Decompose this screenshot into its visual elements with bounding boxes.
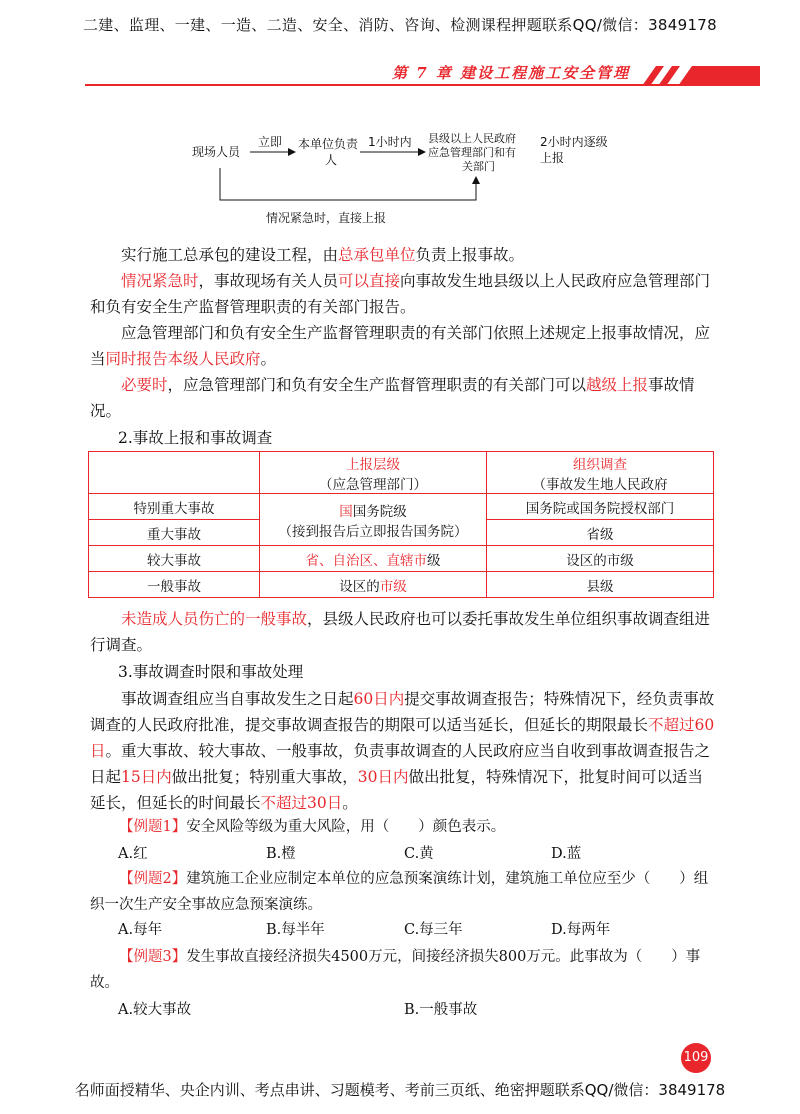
- example-2-question: 【例题2】建筑施工企业应制定本单位的应急预案演练计划，建筑施工单位应至少（ ）组织一次生产安全事故应急预案演练。: [90, 871, 709, 913]
- accident-level-table: [88, 451, 714, 598]
- top-banner: 二建、监理、一建、一造、二造、安全、消防、咨询、检测课程押题联系QQ/微信：3849178: [83, 16, 717, 34]
- table-header-blank: [89, 452, 260, 494]
- paragraph-general-contractor: 实行施工总承包的建设工程，由总承包单位负责上报事故。: [121, 246, 525, 264]
- header-stripes: [642, 66, 762, 86]
- section-heading-2: 2.事故上报和事故调查: [118, 429, 273, 447]
- table-header-investigation: 组织调查 （事故发生地人民政府: [487, 452, 714, 494]
- table-row-type: 一般事故: [89, 572, 260, 598]
- table-cell-report-national: 国国务院级 （接到报告后立即报告国务院）: [260, 494, 487, 546]
- table-cell-report-province: 省、自治区、直辖市级: [260, 546, 487, 572]
- example-1-option-d: D.蓝: [551, 846, 582, 862]
- paragraph-report-deadline: 事故调查组应当自事故发生之日起60日内提交事故调查报告；特殊情况下，经负责事故调查的人民政府批准，提交事故调查报告的期限可以适当延长，但延长的期限最长不超过60日。: [90, 690, 715, 760]
- paragraph-approval-deadline: 重大事故、较大事故、一般事故，负责事故调查的人民政府应当自收到事故调查报告之日起15日内做出批复；特别重大事故，30日内做出批复，特殊情况下，批复时间可以适当延长，但延长的时间最长不超过30日。: [90, 742, 711, 812]
- flow-label-1hour: 1小时内: [368, 135, 412, 149]
- paragraph-general-accident: 未造成人员伤亡的一般事故，县级人民政府也可以委托事故发生单位组织事故调查组进行调查。: [90, 610, 711, 654]
- table-row-type: 较大事故: [89, 546, 260, 572]
- bottom-banner: 名师面授精华、央企内训、考点串讲、习题模考、考前三页纸、绝密押题联系QQ/微信：3849178: [74, 1081, 726, 1099]
- paragraph-escalate: 必要时，应急管理部门和负有安全生产监督管理职责的有关部门可以越级上报事故情况。: [90, 376, 695, 420]
- report-flow-diagram: [180, 128, 640, 228]
- table-header-report: 上报层级 （应急管理部门）: [260, 452, 487, 494]
- table-row-type: 重大事故: [89, 520, 260, 546]
- table-cell-report-city: 设区的市级: [260, 572, 487, 598]
- example-3-question: 【例题3】发生事故直接经济损失4500万元，间接经济损失800万元。此事故为（ ）事故。: [90, 949, 701, 991]
- flow-label-immediately: 立即: [258, 135, 283, 149]
- section-heading-3: 3.事故调查时限和事故处理: [118, 663, 304, 681]
- table-cell-inv: 县级: [487, 572, 714, 598]
- flow-node-escalate-a: 2小时内逐级: [540, 135, 608, 149]
- paragraph-emergency: 情况紧急时，事故现场有关人员可以直接向事故发生地县级以上人民政府应急管理部门和负有安全生产监督管理职责的有关部门报告。: [90, 272, 711, 316]
- flow-node-county-b: 应急管理部门和有: [428, 146, 516, 159]
- chapter-rule: [85, 84, 725, 86]
- flow-node-unit-head-a: 本单位负责: [298, 137, 359, 151]
- paragraph-report-government: 应急管理部门和负有安全生产监督管理职责的有关部门依照上述规定上报事故情况，应当同时报告本级人民政府。: [90, 324, 711, 368]
- flow-node-unit-head-b: 人: [325, 153, 338, 167]
- page-number: 109: [681, 1043, 711, 1073]
- chapter-title: 第 7 章 建设工程施工安全管理: [392, 64, 631, 82]
- flow-label-bypass: 情况紧急时，直接上报: [266, 211, 387, 225]
- flow-node-escalate-b: 上报: [540, 151, 565, 165]
- example-1-question: 【例题1】安全风险等级为重大风险，用（ ）颜色表示。: [119, 819, 506, 835]
- example-2-option-b: B.每半年: [266, 922, 325, 938]
- example-1-option-c: C.黄: [404, 846, 434, 862]
- example-3-option-a: A.较大事故: [118, 1002, 192, 1018]
- table-row-type: 特别重大事故: [89, 494, 260, 520]
- flow-node-onsite: 现场人员: [192, 145, 241, 159]
- table-cell-inv: 省级: [487, 520, 714, 546]
- example-2-option-d: D.每两年: [551, 922, 611, 938]
- example-1-option-a: A.红: [118, 846, 148, 862]
- example-2-option-c: C.每三年: [404, 922, 463, 938]
- example-2-option-a: A.每年: [118, 922, 163, 938]
- example-3-option-b: B.一般事故: [404, 1002, 478, 1018]
- flow-node-county-a: 县级以上人民政府: [428, 132, 516, 145]
- table-cell-inv: 国务院或国务院授权部门: [487, 494, 714, 520]
- flow-node-county-c: 关部门: [462, 160, 495, 173]
- example-1-option-b: B.橙: [266, 846, 296, 862]
- table-cell-inv: 设区的市级: [487, 546, 714, 572]
